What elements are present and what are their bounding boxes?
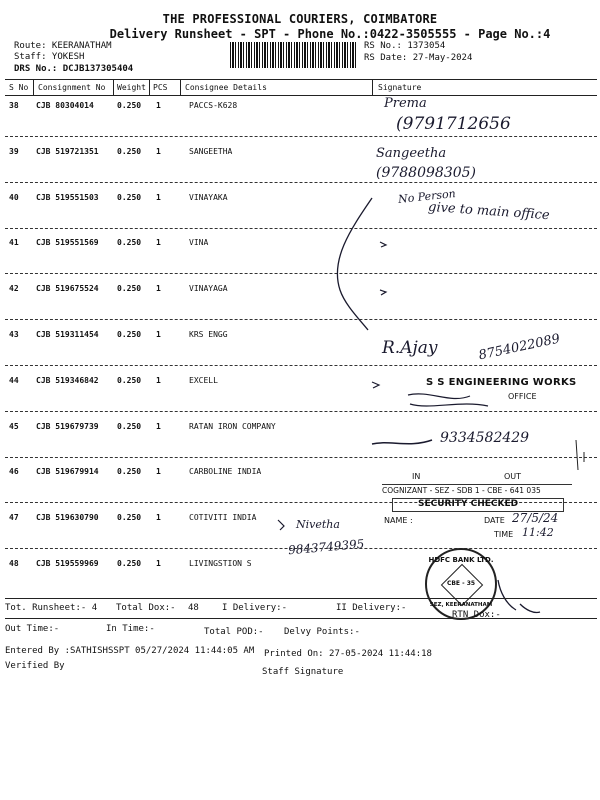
cell-consignment: CJB 519630790	[36, 513, 99, 523]
cell-weight: 0.250	[117, 101, 142, 110]
col-header-consignee: Consignee Details	[185, 83, 267, 92]
cell-weight: 0.250	[117, 559, 142, 568]
signature-38-name: Prema	[384, 96, 427, 111]
verified-by: Verified By	[5, 661, 65, 671]
rs-number: RS No.: 1373054	[364, 41, 446, 51]
col-header-sno: S No	[9, 83, 29, 92]
security-date-label: DATE	[484, 516, 505, 525]
bank-seal-bottom: SEZ, KEERANATHAM	[429, 602, 493, 608]
cell-consignee: VINA	[189, 238, 209, 248]
cell-sno: 43	[9, 330, 19, 339]
security-name-label: NAME :	[384, 516, 413, 525]
cell-pcs: 1	[156, 146, 161, 156]
cell-pcs: 1	[156, 375, 161, 385]
cell-pcs: 1	[156, 421, 161, 431]
entered-by: Entered By :SATHISHSSPT 05/27/2024 11:44:05 AM	[5, 646, 255, 656]
cell-consignment: CJB 519559969	[36, 559, 99, 568]
cell-pcs: 1	[156, 284, 161, 294]
security-time-value: 11:42	[522, 526, 554, 539]
in-time: In Time:-	[106, 624, 155, 634]
cell-weight: 0.250	[117, 238, 142, 248]
cell-sno: 41	[9, 238, 19, 248]
col-header-weight: Weight	[117, 83, 146, 92]
security-checked: SECURITY CHECKED	[418, 499, 519, 509]
rtn-dox: RTN Dox:-	[452, 610, 501, 620]
delvy-points: Delvy Points:-	[284, 627, 360, 637]
cell-consignee: COTIVITI INDIA	[189, 513, 257, 523]
cell-consignee: LIVINGSTION S	[189, 559, 252, 568]
cell-consignment: CJB 519721351	[36, 146, 99, 156]
total-dox-value: 48	[188, 603, 199, 613]
cell-sno: 47	[9, 513, 19, 523]
signature-39-name: Sangeetha	[376, 146, 447, 161]
i-delivery: I Delivery:-	[222, 603, 288, 613]
cell-consignment: CJB 80304014	[36, 101, 94, 110]
signature-38-phone: (9791712656	[396, 114, 511, 134]
signature-47-name: Nivetha	[296, 518, 340, 531]
cell-consignee: VINAYAGA	[189, 284, 228, 294]
cell-consignment: CJB 519311454	[36, 330, 99, 339]
total-dox-label: Total Dox:-	[116, 603, 176, 613]
footer-top-rule	[5, 598, 597, 599]
col-header-consignment: Consignment No	[38, 83, 106, 92]
col-header-pcs: PCS	[153, 83, 168, 92]
ss-engineering-sub: OFFICE	[508, 392, 537, 401]
total-pod: Total POD:-	[204, 627, 264, 637]
cell-weight: 0.250	[117, 192, 142, 202]
cell-consignment: CJB 519679739	[36, 421, 99, 431]
cell-consignee: RATAN IRON COMPANY	[189, 421, 276, 431]
out-time: Out Time:-	[5, 624, 60, 634]
cell-sno: 38	[9, 101, 19, 110]
cell-consignee: VINAYAKA	[189, 192, 228, 202]
signature-43-phone: 8754022089	[477, 331, 562, 364]
signature-47-phone: 9843749395	[287, 536, 365, 558]
cell-weight: 0.250	[117, 146, 142, 156]
ss-engineering-stamp: S S ENGINEERING WORKS	[426, 377, 577, 388]
cell-consignment: CJB 519551569	[36, 238, 99, 248]
signature-40-note1: No Person	[397, 187, 457, 206]
staff-signature: Staff Signature	[262, 667, 344, 677]
runsheet-title: Delivery Runsheet - SPT - Phone No.:0422-3505555 - Page No.:4	[109, 27, 551, 41]
cell-consignee: EXCELL	[189, 375, 218, 385]
col-header-signature: Signature	[378, 83, 422, 92]
cell-sno: 39	[9, 146, 19, 156]
cell-sno: 46	[9, 467, 19, 477]
cell-weight: 0.250	[117, 284, 142, 294]
rs-date: RS Date: 27-May-2024	[364, 53, 473, 63]
cell-weight: 0.250	[117, 513, 142, 523]
cell-sno: 48	[9, 559, 19, 568]
ii-delivery: II Delivery:-	[336, 603, 407, 613]
cell-weight: 0.250	[117, 330, 142, 339]
cell-pcs: 1	[156, 467, 161, 477]
signature-45-phone: 9334582429	[440, 430, 530, 446]
cell-pcs: 1	[156, 513, 161, 523]
bank-seal-mid: CBE - 35	[446, 580, 476, 587]
security-out: OUT	[504, 472, 522, 481]
security-address: COGNIZANT - SEZ - SDB 1 - CBE - 641 035	[382, 486, 541, 495]
cell-weight: 0.250	[117, 421, 142, 431]
route-label: Route: KEERANATHAM	[14, 41, 112, 51]
cell-sno: 40	[9, 192, 19, 202]
cell-sno: 44	[9, 375, 19, 385]
cell-weight: 0.250	[117, 467, 142, 477]
cell-consignee: CARBOLINE INDIA	[189, 467, 262, 477]
security-in: IN	[412, 472, 421, 481]
security-date-value: 27/5/24	[512, 511, 559, 525]
footer-mid-rule	[5, 618, 597, 619]
cell-pcs: 1	[156, 330, 161, 339]
security-stamp	[382, 470, 572, 542]
cell-pcs: 1	[156, 238, 161, 248]
cell-sno: 42	[9, 284, 19, 294]
signature-39-phone: (9788098305)	[376, 165, 476, 181]
printed-on: Printed On: 27-05-2024 11:44:18	[264, 649, 432, 659]
cell-pcs: 1	[156, 559, 161, 568]
cell-consignment: CJB 519679914	[36, 467, 99, 477]
cell-consignee: PACCS-K628	[189, 101, 238, 110]
bank-seal-top: HDFC BANK LTD.	[428, 556, 494, 564]
company-title: THE PROFESSIONAL COURIERS, COIMBATORE	[162, 12, 438, 26]
cell-pcs: 1	[156, 192, 161, 202]
cell-consignment: CJB 519551503	[36, 192, 99, 202]
cell-consignment: CJB 519675524	[36, 284, 99, 294]
staff-label: Staff: YOKESH	[14, 52, 85, 62]
tot-runsheet: Tot. Runsheet:- 4	[5, 603, 98, 613]
cell-sno: 45	[9, 421, 19, 431]
cell-consignee: KRS ENGG	[189, 330, 228, 339]
signature-43-name: R.Ajay	[382, 338, 438, 358]
drs-number: DRS No.: DCJB137305404	[14, 64, 134, 74]
cell-consignment: CJB 519346842	[36, 375, 99, 385]
cell-pcs: 1	[156, 101, 161, 110]
signature-40-note2: give to main office	[427, 199, 551, 224]
cell-consignee: SANGEETHA	[189, 146, 233, 156]
security-time-label: TIME	[494, 530, 514, 539]
cell-weight: 0.250	[117, 375, 142, 385]
